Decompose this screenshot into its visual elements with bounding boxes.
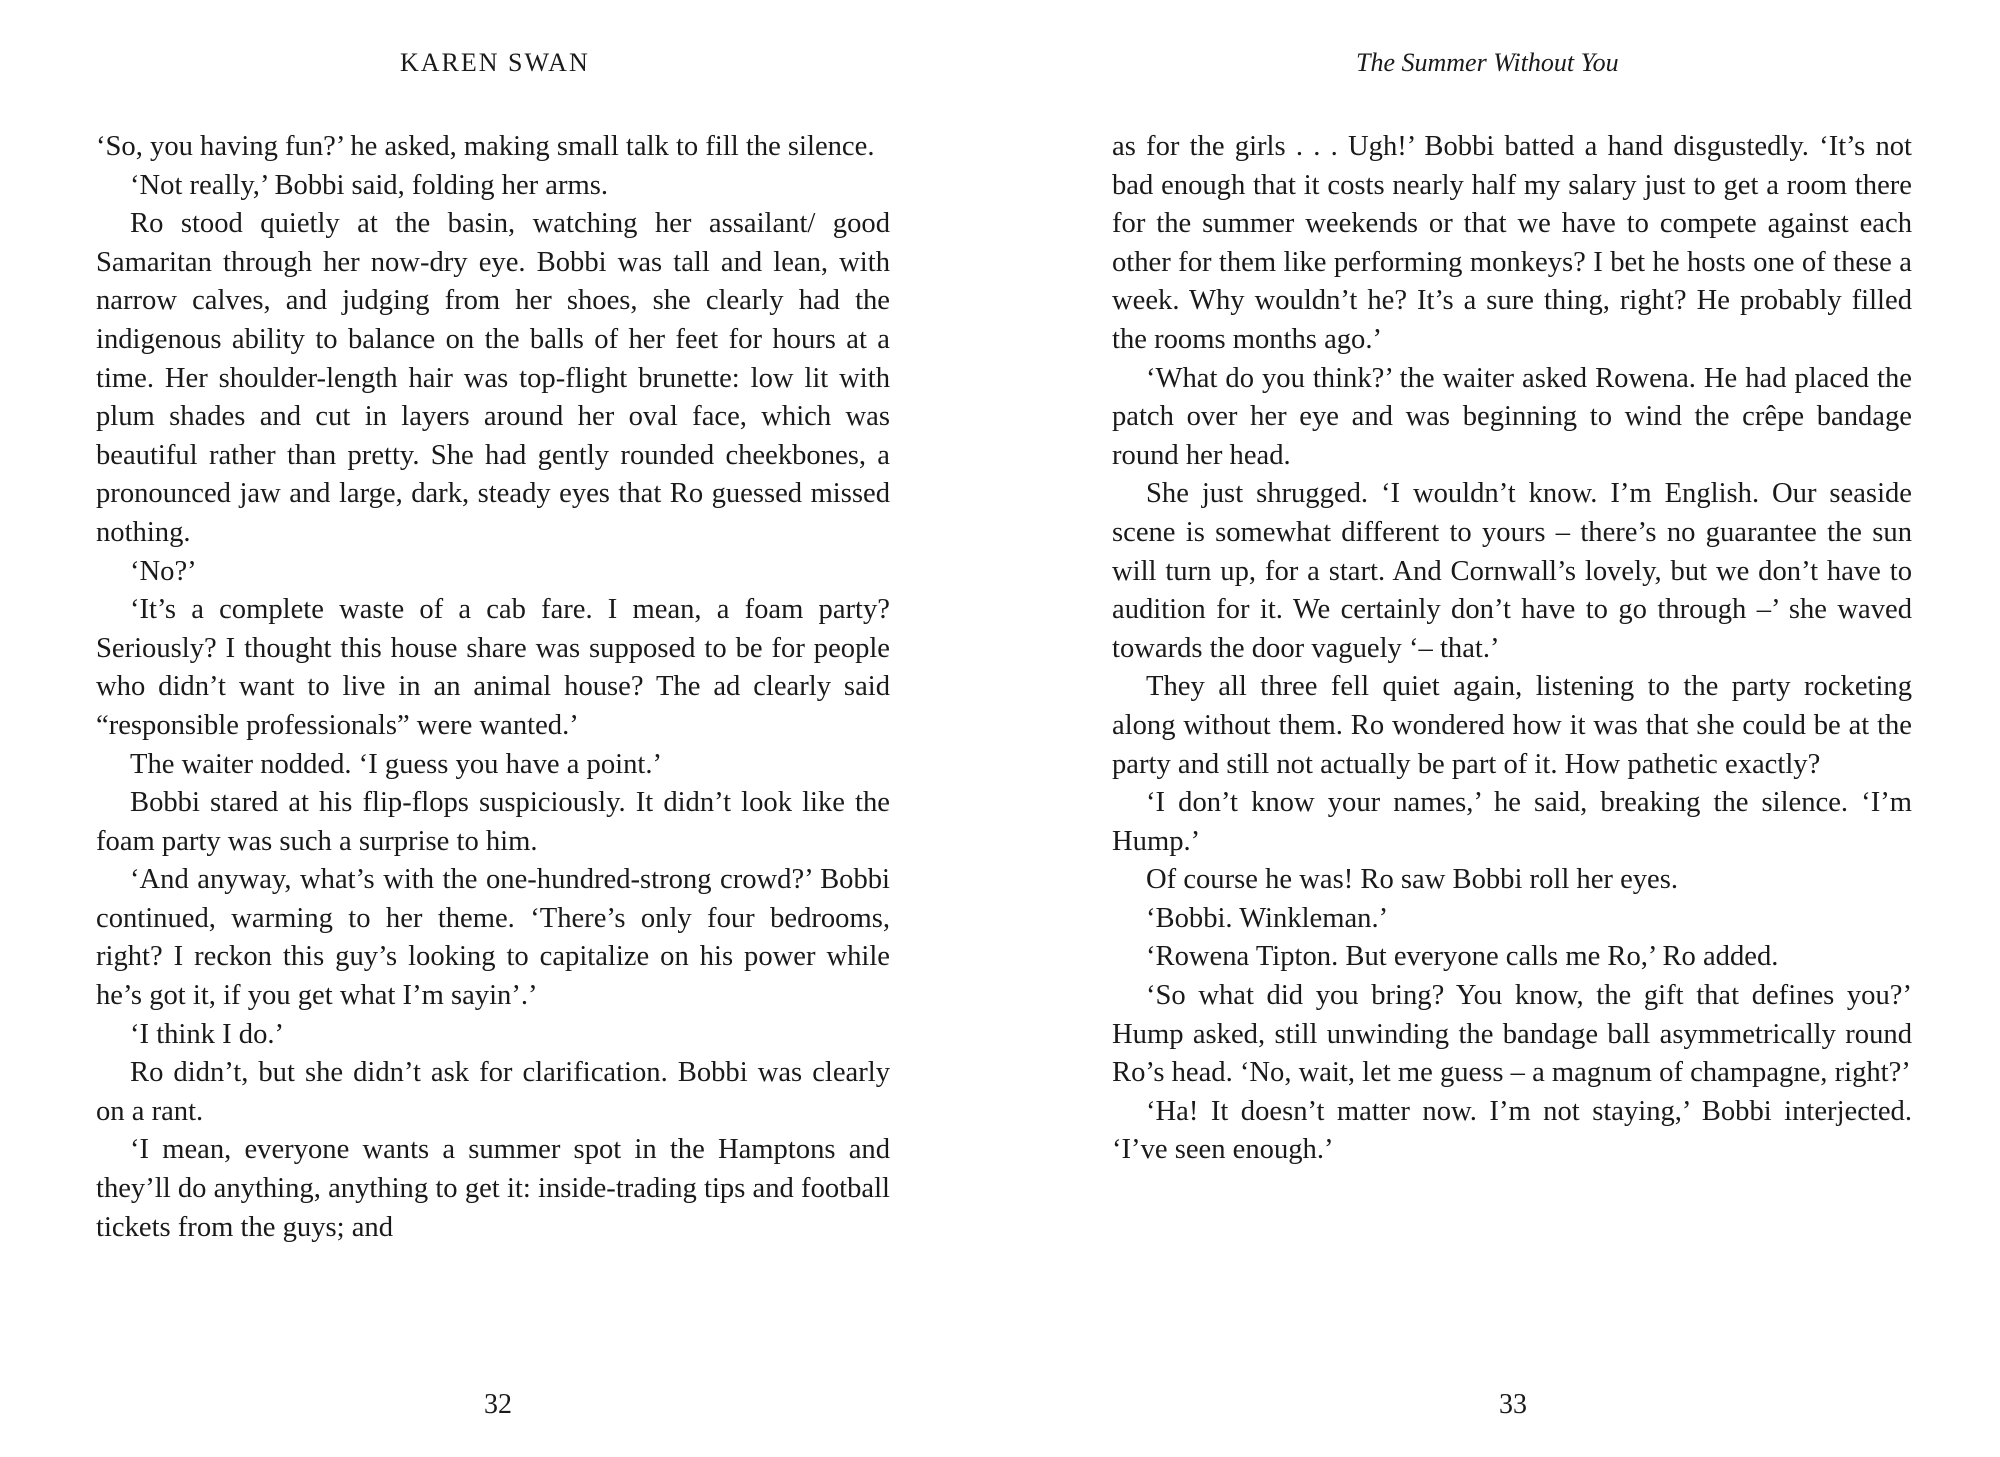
paragraph: They all three fell quiet again, listening to the party rocketing along without them. Ro wondered how it was that she could be at the party and still not actually be part of it. How pathetic exactly? bbox=[1112, 671, 1912, 780]
paragraph: ‘Not really,’ Bobbi said, folding her arms. bbox=[130, 169, 609, 201]
paragraph: ‘I think I do.’ bbox=[130, 1018, 285, 1050]
paragraph: ‘So what did you bring? You know, the gift that defines you?’ Hump asked, still unwinding the bandage ball asymmetrically round Ro’s head. ‘No, wait, let me guess – a magnum of champagne, right?’ bbox=[1112, 980, 1912, 1089]
paragraph: ‘It’s a complete waste of a cab fare. I mean, a foam party? Seriously? I thought this house share was supposed to be for people who didn’t want to live in an animal house? The ad clearly said “responsible professionals” were wanted.’ bbox=[96, 594, 890, 741]
running-head-author: KAREN SWAN bbox=[400, 48, 590, 77]
running-head-title: The Summer Without You bbox=[1356, 48, 1619, 77]
paragraph: ‘I mean, everyone wants a summer spot in the Hamptons and they’ll do anything, anything to get it: inside-trading tips and football tickets from the guys; and bbox=[96, 1134, 890, 1243]
page-number: 32 bbox=[484, 1389, 512, 1420]
paragraph: ‘And anyway, what’s with the one-hundred-strong crowd?’ Bobbi continued, warming to her theme. ‘There’s only four bedrooms, right? I reckon this guy’s looking to capitalize on his power while he’s got it, if you get what I’m sayin’.’ bbox=[96, 864, 890, 1012]
paragraph: Of course he was! Ro saw Bobbi roll her eyes. bbox=[1146, 864, 1679, 896]
paragraph: ‘I don’t know your names,’ he said, breaking the silence. ‘I’m Hump.’ bbox=[1112, 787, 1912, 857]
page-number: 33 bbox=[1499, 1389, 1527, 1420]
paragraph: She just shrugged. ‘I wouldn’t know. I’m English. Our seaside scene is somewhat different to yours – there’s no guarantee the sun will turn up, for a start. And Cornwall’s lovely, but we don’t have to audition for it. We certainly don’t have to go through –’ she waved towards the door vaguely ‘– that.’ bbox=[1112, 478, 1912, 664]
paragraph: Ro didn’t, but she didn’t ask for clarification. Bobbi was clearly on a rant. bbox=[96, 1057, 890, 1127]
paragraph: as for the girls . . . Ugh!’ Bobbi batted a hand disgustedly. ‘It’s not bad enough that it costs nearly half my salary just to get a room there for the summer weekends or that we have to compete against each other for them like performing monkeys? I bet he hosts one of these a week. Why wouldn’t he? It’s a sure thing, right? He probably filled the rooms months ago.’ bbox=[1112, 131, 1912, 355]
paragraph: ‘Rowena Tipton. But everyone calls me Ro,’ Ro added. bbox=[1146, 941, 1779, 973]
paragraph: The waiter nodded. ‘I guess you have a point.’ bbox=[130, 748, 663, 780]
left-page-text bbox=[96, 128, 890, 1247]
paragraph: Bobbi stared at his flip-flops suspiciously. It didn’t look like the foam party was such a surprise to him. bbox=[96, 787, 890, 857]
paragraph: ‘So, you having fun?’ he asked, making small talk to fill the silence. bbox=[96, 131, 875, 162]
paragraph: Ro stood quietly at the basin, watching her assailant/ good Samaritan through her now-dry eye. Bobbi was tall and lean, with narrow calves, and judging from her shoes, she clearly had the indigenous ability to balance on the balls of her feet for hours at a time. Her shoulder-length hair was top-flight brunette: low lit with plum shades and cut in layers around her oval face, which was beautiful rather than pretty. She had gently rounded cheekbones, a pronounced jaw and large, dark, steady eyes that Ro guessed missed nothing. bbox=[96, 208, 890, 548]
right-page bbox=[1000, 0, 2000, 1457]
paragraph: ‘What do you think?’ the waiter asked Rowena. He had placed the patch over her eye and was beginning to wind the crêpe bandage round her head. bbox=[1112, 362, 1912, 471]
paragraph: ‘Bobbi. Winkleman.’ bbox=[1146, 902, 1389, 934]
right-page-text bbox=[1112, 128, 1912, 1170]
paragraph: ‘Ha! It doesn’t matter now. I’m not staying,’ Bobbi interjected. ‘I’ve seen enough.’ bbox=[1112, 1095, 1912, 1166]
paragraph: ‘No?’ bbox=[130, 555, 197, 587]
